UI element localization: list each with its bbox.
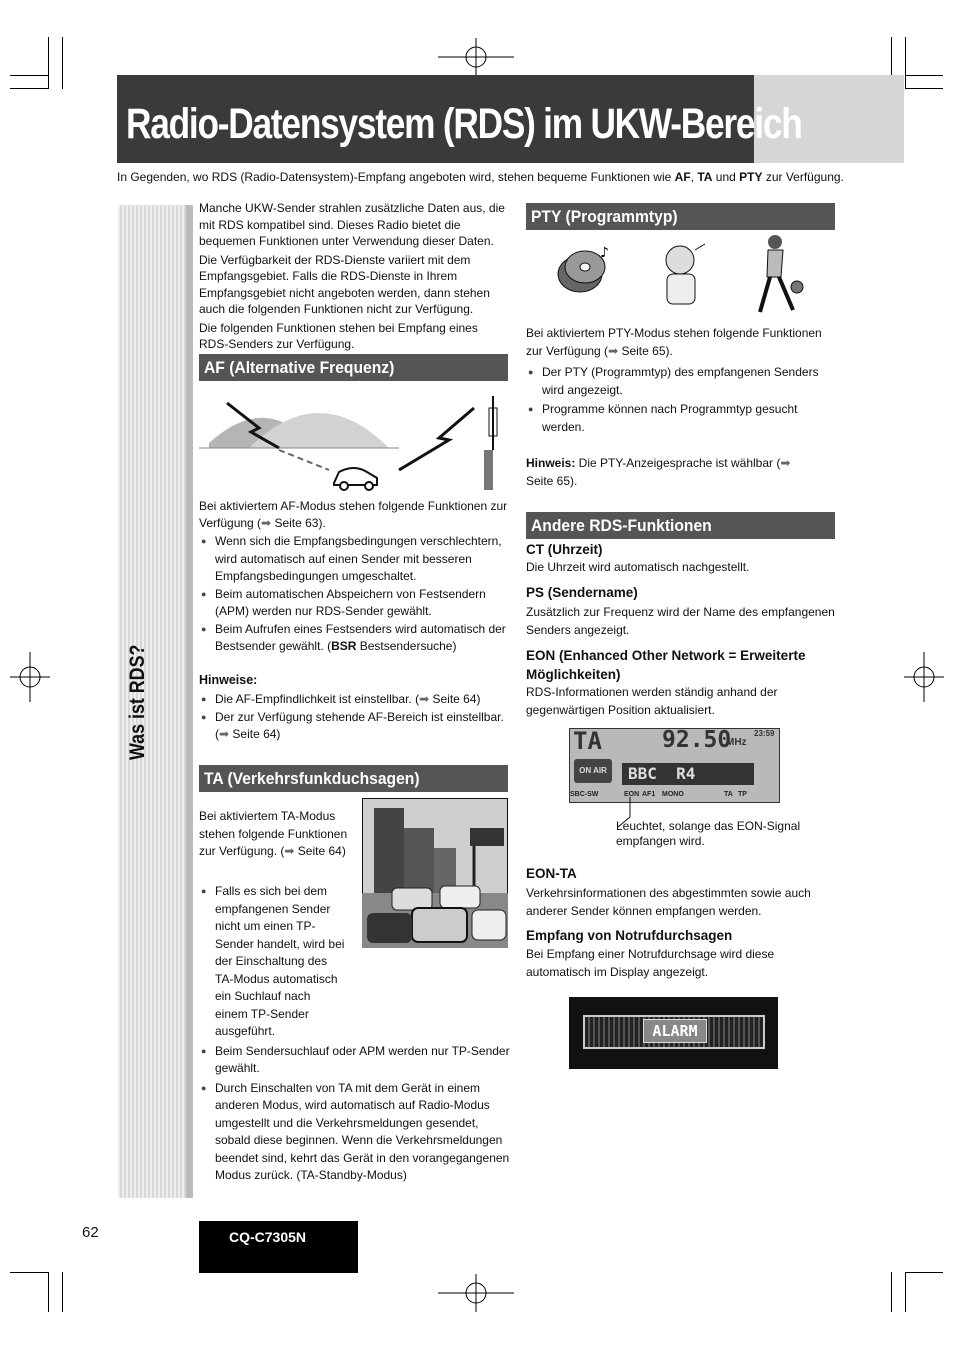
svg-text:♪: ♪ [600, 245, 609, 261]
crop-mark [10, 1272, 48, 1273]
list-item: ● Beim Sendersuchlauf oder APM werden nur TP-Sender gewählt. [199, 1043, 515, 1078]
list-item: ● Beim Aufrufen eines Festsenders wird automatisch der Bestsender gewählt. (BSR Bestsendersuche) [199, 621, 512, 656]
pty-bullets [526, 364, 836, 436]
intro-text: In Gegenden, wo RDS (Radio-Datensystem)-Empfang angeboten wird, stehen bequeme Funktionen wie AF, TA und PTY zur Verfügung. [117, 170, 844, 184]
display-station: BBC R4 [622, 763, 754, 785]
paragraph: Die folgenden Funktionen stehen bei Empfang eines RDS-Senders zur Verfügung. [199, 320, 478, 351]
alarm-text: ALARM [643, 1019, 707, 1043]
crop-mark [62, 37, 63, 89]
section-heading-ta: TA (Verkehrsfunkduchsagen) [199, 765, 508, 792]
list-item: ● Der zur Verfügung stehende AF-Bereich ist einstellbar. (➡ Seite 64) [199, 709, 512, 744]
section-heading-pty: PTY (Programmtyp) [526, 203, 835, 230]
model-badge [199, 1221, 358, 1273]
crop-mark [905, 37, 906, 89]
eon-caption: Leuchtet, solange das EON-Signal empfangen wird. [616, 819, 801, 848]
sports-player-icon [760, 235, 803, 312]
display-clock: 23:59 [754, 729, 775, 738]
display-unit: MHz [726, 737, 747, 748]
page-title: Radio-Datensystem (RDS) im UKW-Bereich [126, 100, 802, 148]
crop-mark [905, 1272, 906, 1312]
eon-ta-text: Verkehrsinformationen des abgestimmten sowie auch anderer Sender können empfangen werden. [526, 886, 811, 918]
section-heading-other: Andere RDS-Funktionen [526, 512, 835, 539]
indicator-af: AF1 [642, 791, 656, 798]
list-item: ● Falls es sich bei dem empfangenen Sender nicht um einen TP-Sender handelt, wird bei der Einschaltung des TA-Modus automatisch ein Suchlauf nach einem TP-Sender ausgeführt. [199, 883, 515, 1041]
list-item: ● Die AF-Empfindlichkeit ist einstellbar. (➡ Seite 64) [199, 691, 512, 709]
pty-hint: Hinweis: Die PTY-Anzeigesprache ist wählbar (➡ Seite 65). [526, 456, 791, 488]
side-tab-shadow [186, 205, 193, 1198]
registration-mark [904, 652, 944, 702]
ct-text: Die Uhrzeit wird automatisch nachgestellt. [526, 560, 750, 574]
indicator-tp: TP [738, 791, 747, 798]
eon-ta-heading: EON-TA [526, 866, 577, 881]
list-item: ● Der PTY (Programmtyp) des empfangenen Senders wird angezeigt. [526, 364, 836, 399]
crop-mark [905, 1272, 943, 1273]
section-heading-af: AF (Alternative Frequenz) [199, 354, 508, 381]
pty-lead: Bei aktiviertem PTY-Modus stehen folgende Funktionen zur Verfügung (➡ Seite 65). [526, 326, 822, 358]
crop-mark [62, 1272, 63, 1312]
crop-mark [48, 37, 49, 89]
af-notes [199, 691, 512, 744]
af-notes-heading: Hinweise: [199, 673, 258, 687]
crop-mark [905, 88, 943, 89]
indicator-mono: MONO [662, 791, 684, 798]
eon-heading: EON (Enhanced Other Network = Erweiterte Möglichkeiten) [526, 648, 806, 682]
news-speaker-icon [666, 244, 705, 304]
model-name: CQ-C7305N [229, 1229, 307, 1245]
on-air-badge: ON AIR [574, 759, 612, 783]
af-bullets [199, 533, 512, 656]
crop-mark [10, 75, 48, 76]
ct-heading: CT (Uhrzeit) [526, 542, 603, 557]
ps-text: Zusätzlich zur Frequenz wird der Name des empfangenen Senders angezeigt. [526, 605, 835, 637]
crop-mark [10, 88, 48, 89]
af-lead: Bei aktiviertem AF-Modus stehen folgende Funktionen zur Verfügung (➡ Seite 63). [199, 499, 508, 530]
list-item: ● Programme können nach Programmtyp gesucht werden. [526, 401, 836, 436]
list-item: ● Durch Einschalten von TA mit dem Gerät in einem anderen Modus, wird automatisch auf Radio-Modus umgestellt und die Verkehrsmeldungen gesendet, sobald diese beginnen. Wenn die Verkehrsmeldungen beendet sind, kehrt das Gerät in den vorangegangenen Modus zurück. (TA-Standby-Modus) [199, 1080, 515, 1185]
af-illustration [199, 388, 508, 498]
eon-text: RDS-Informationen werden ständig anhand der gegenwärtigen Position aktualisiert. [526, 685, 778, 717]
paragraph: Die Verfügbarkeit der RDS-Dienste variiert mit dem Empfangsgebiet. Falls die RDS-Dienste in Ihrem Empfangsgebiet nicht angeboten werden, dann stehen auch die folgenden Funktionen nicht zur Verfügung. [199, 252, 490, 316]
display-ta: TA [573, 727, 602, 755]
left-intro [199, 200, 509, 353]
registration-mark [438, 38, 514, 76]
registration-mark [10, 652, 50, 702]
display-frequency: 92.50 [662, 727, 732, 753]
crop-mark [905, 75, 943, 76]
car-icon [334, 468, 377, 490]
ps-heading: PS (Sendername) [526, 585, 638, 600]
crop-mark [48, 1272, 49, 1312]
registration-mark [438, 1274, 514, 1312]
list-item: ● Wenn sich die Empfangsbedingungen verschlechtern, wird automatisch auf einen Sender mit besseren Empfangsbedingungen umgeschaltet. [199, 533, 512, 586]
ta-bullets [199, 883, 515, 1185]
indicator-eon: EON [624, 791, 640, 798]
notruf-text: Bei Empfang einer Notrufdurchsage wird diese automatisch im Display angezeigt. [526, 947, 775, 979]
list-item: ● Beim automatischen Abspeichern von Festsendern (APM) werden nur RDS-Sender gewählt. [199, 586, 512, 621]
indicator-ta: TA [724, 791, 733, 798]
side-tab-label: Was ist RDS? [126, 644, 149, 760]
radio-display [569, 728, 780, 803]
indicator-sbc: SBC-SW [570, 791, 599, 798]
pty-illustration [555, 232, 815, 320]
music-cd-icon [558, 245, 609, 292]
crop-mark [891, 1272, 892, 1312]
alarm-display [569, 997, 778, 1069]
page-number: 62 [82, 1224, 99, 1241]
ta-lead: Bei aktiviertem TA-Modus stehen folgende Funktionen zur Verfügung. (➡ Seite 64) [199, 809, 348, 858]
notruf-heading: Empfang von Notrufdurchsagen [526, 928, 733, 943]
paragraph: Manche UKW-Sender strahlen zusätzliche Daten aus, die mit RDS kompatibel sind. Dieses Radio bietet die bequemen Funktionen unter Verwendung dieser Daten. [199, 201, 505, 248]
